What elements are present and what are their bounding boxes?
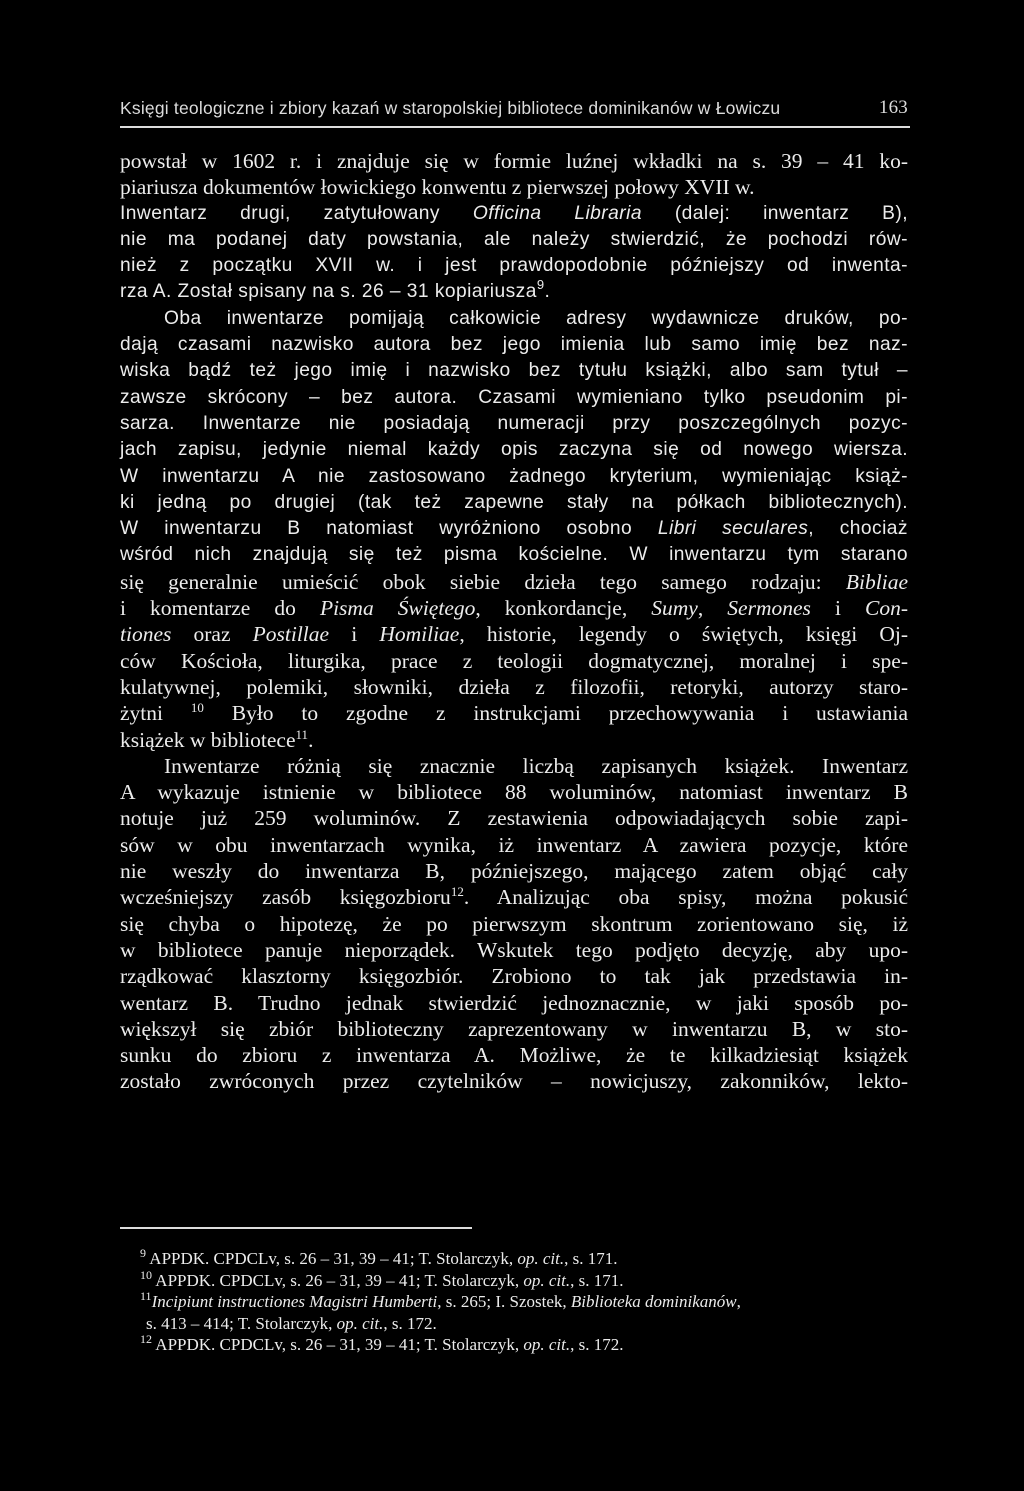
text-line: A wykazuje istnienie w bibliotece 88 woluminów, natomiast inwentarz B	[120, 780, 908, 805]
footnote-continuation: s. 413 – 414; T. Stolarczyk, op. cit., s. 172.	[146, 1313, 437, 1333]
text-line: Inwentarz drugi, zatytułowany Officina Libraria (dalej: inwentarz B),	[120, 202, 908, 224]
text-line: ki jedną po drugiej (tak też zapewne stały na półkach bibliotecznych).	[120, 491, 908, 513]
text-line: się generalnie umieścić obok siebie dzieła tego samego rodzaju: Bibliae	[120, 569, 908, 594]
footnote-ref: 10	[190, 700, 204, 716]
text-line: dają czasami nazwisko autora bez jego imienia lub samo imię bez naz-	[120, 334, 908, 356]
text-line: sunku do zbioru z inwentarza A. Możliwe, że te kilkadziesiąt książek	[120, 1043, 908, 1068]
footnote: $^{11}$Incipiunt instructiones Magistri Humberti, s. 265; I. Szostek, Biblioteka dominikanów,	[140, 1289, 741, 1311]
text-line: sarza. Inwentarze nie posiadają numeracji przy poszczególnych pozyc-	[120, 412, 908, 434]
text-line: sów w obu inwentarzach wynika, iż inwentarz A zawiera pozycje, które	[120, 832, 908, 857]
text-line: ców Kościoła, liturgika, prace z teologii dogmatycznej, moralnej i spe-	[120, 648, 908, 673]
text-line: kulatywnej, polemiki, słowniki, dzieła z filozofii, retoryki, autorzy staro-	[120, 674, 908, 699]
text-line: tiones oraz Postillae i Homiliae, historie, legendy o świętych, księgi Oj-	[120, 622, 908, 647]
text-line: zawsze skrócony – bez autora. Czasami wymieniano tylko pseudonim pi-	[120, 386, 908, 408]
footnote-ref: 11	[295, 726, 309, 742]
text-line: wcześniejszy zasób księgozbioru$^{12}$. Analizując oba spisy, można pokusić	[120, 884, 908, 910]
text-line: książek w bibliotece$^{11}$.	[120, 726, 314, 752]
footnote-number: 9	[140, 1246, 146, 1260]
text-line: wśród nich znajdują się też pisma kościelne. W inwentarzu tym starano	[120, 544, 908, 566]
page-number: 163	[878, 97, 908, 118]
text-line: większył się zbiór biblioteczny zaprezentowany w inwentarzu B, w sto-	[120, 1016, 908, 1041]
footnotes	[140, 1248, 930, 1356]
text-line: powstał w 1602 r. i znajduje się w formie luźnej wkładki na s. 39 – 41 ko-	[120, 149, 908, 173]
text-line: W inwentarzu A nie zastosowano żadnego kryterium, wymieniając książ-	[120, 465, 908, 487]
footnote-rule	[120, 1227, 472, 1229]
text-line: wiska bądź też jego imię i nazwisko bez tytułu książki, albo sam tytuł –	[120, 360, 908, 382]
text-line: notuje już 259 woluminów. Z zestawienia odpowiadających sobie zapi-	[120, 806, 908, 831]
footnote: $^9$ APPDK. CPDCLv, s. 26 – 31, 39 – 41; T. Stolarczyk, op. cit., s. 171.	[140, 1246, 618, 1268]
text-line: wentarz B. Trudno jednak stwierdzić jednoznacznie, w jaki sposób po-	[120, 990, 908, 1015]
text-line: rządkować klasztorny księgozbiór. Zrobiono to tak jak przedstawia in-	[120, 964, 908, 989]
text-line: jach zapisu, jedynie niemal każdy opis zaczyna się od nowego wiersza.	[120, 439, 908, 461]
footnote-ref: 12	[450, 884, 464, 900]
text-line: nie ma podanej daty powstania, ale należy stwierdzić, że pochodzi rów-	[120, 228, 908, 250]
running-title: Księgi teologiczne i zbiory kazań w staropolskiej bibliotece dominikanów w Łowiczu	[120, 98, 781, 118]
text-line: Oba inwentarze pomijają całkowicie adresy wydawnicze druków, po-	[164, 307, 908, 329]
footnote: $^{12}$ APPDK. CPDCLv, s. 26 – 31, 39 – 41; T. Stolarczyk, op. cit., s. 172.	[140, 1332, 624, 1354]
text-line: nież z początku XVII w. i jest prawdopodobnie późniejszy od inwenta-	[120, 255, 908, 277]
header-rule	[120, 126, 910, 128]
body-text	[120, 148, 908, 1095]
text-line: rza A. Został spisany na s. 26 – 31 kopiariusza$^9$.	[120, 277, 551, 303]
footnote-number: 10	[140, 1267, 152, 1282]
text-line: i komentarze do Pisma Świętego, konkordancje, Sumy, Sermones i Con-	[120, 596, 908, 621]
text-line: Inwentarze różnią się znacznie liczbą zapisanych książek. Inwentarz	[164, 753, 908, 778]
footnote-number: 12	[140, 1332, 152, 1346]
footnote-number: 11	[140, 1289, 152, 1303]
text-line: W inwentarzu B natomiast wyróżniono osobno Libri seculares, chociaż	[120, 518, 908, 540]
text-line: nie weszły do inwentarza B, późniejszego, mającego zatem objąć cały	[120, 859, 908, 884]
text-line: się chyba o hipotezę, że po pierwszym skontrum zorientowano się, iż	[120, 911, 908, 936]
text-line: w bibliotece panuje nieporządek. Wskutek tego podjęto decyzję, aby upo-	[120, 937, 908, 962]
text-line: zostało zwróconych przez czytelników – nowicjuszy, zakonników, lekto-	[120, 1069, 908, 1094]
text-line: piariusza dokumentów łowickiego konwentu z pierwszej połowy XVII w.	[120, 175, 755, 200]
text-line: żytni $^{10}$ Było to zgodne z instrukcjami przechowywania i ustawiania	[120, 700, 908, 726]
footnote-ref: 9	[536, 277, 545, 293]
footnote: $^{10}$ APPDK. CPDCLv, s. 26 – 31, 39 – 41; T. Stolarczyk, op. cit., s. 171.	[140, 1267, 624, 1290]
